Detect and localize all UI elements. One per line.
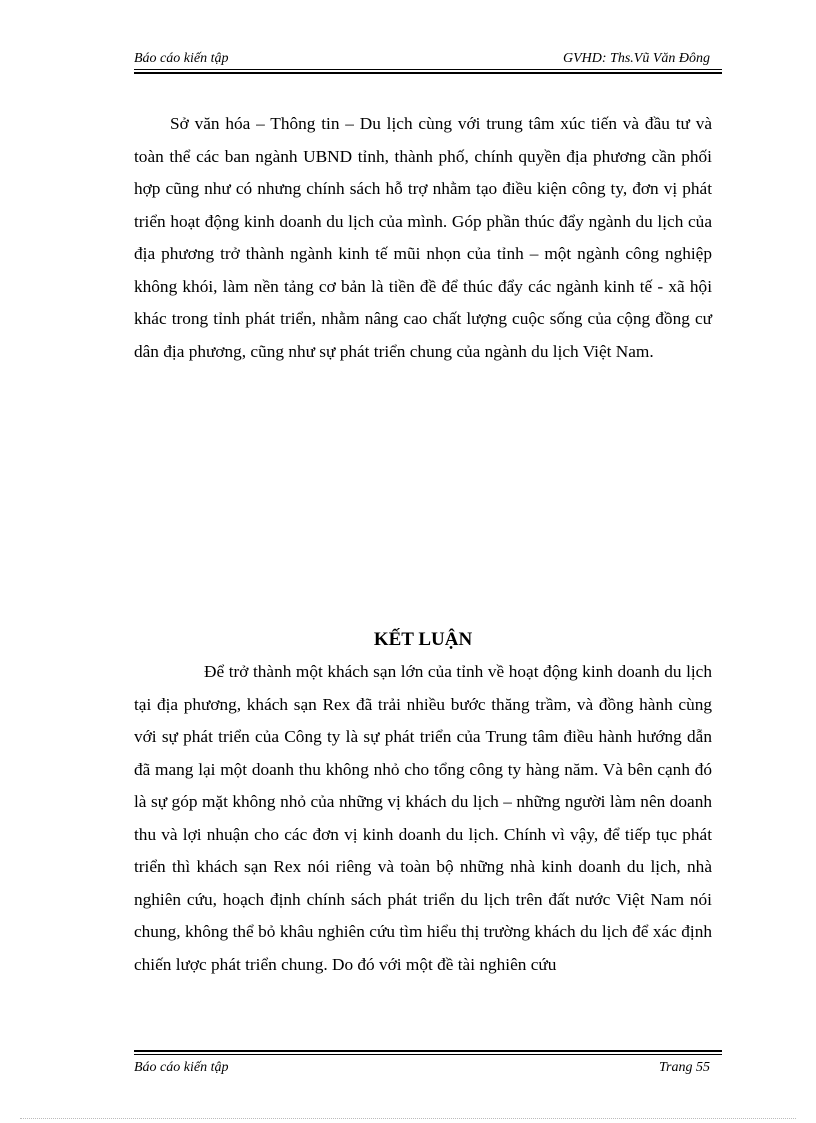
page-footer: [134, 1057, 722, 1079]
footer-rule-thick: [134, 1050, 722, 1052]
footer-rule: [134, 1054, 722, 1055]
footer-report-title: Báo cáo kiến tập: [134, 1060, 229, 1075]
header-rule: [134, 69, 722, 70]
page-edge-divider: [20, 1118, 796, 1119]
body-paragraph-1: Sở văn hóa – Thông tin – Du lịch cùng với trung tâm xúc tiến và đầu tư và toàn thể các ban ngành UBND tỉnh, thành phố, chính quyền địa phương cần phối hợp cũng như có nhưng chính sách hỗ trợ nhằm tạo điều kiện công ty, đơn vị phát triển hoạt động kinh doanh du lịch của mình. Góp phần thúc đẩy ngành du lịch của địa phương trở thành ngành kinh tế mũi nhọn của tỉnh – một ngành công nghiệp không khói, làm nền tảng cơ bản là tiền đề để thúc đẩy các ngành kinh tế - xã hội khác trong tỉnh phát triển, nhằm nâng cao chất lượng cuộc sống của cộng đồng cư dân địa phương, cũng như sự phát triển chung của ngành du lịch Việt Nam.: [134, 114, 712, 361]
section-title: KẾT LUẬN: [373, 629, 473, 650]
page-header: [134, 48, 722, 70]
page-number: Trang 55: [659, 1060, 710, 1075]
header-report-title: Báo cáo kiến tập: [134, 51, 229, 66]
header-advisor: GVHD: Ths.Vũ Văn Đông: [563, 51, 710, 66]
body-paragraph-2: Để trở thành một khách sạn lớn của tỉnh về hoạt động kinh doanh du lịch tại địa phương, khách sạn Rex đã trải nhiều bước thăng trầm, và đồng hành cùng với sự phát triển của Công ty là sự phát triển của Trung tâm điều hành hướng dẫn đã mang lại một doanh thu không nhỏ cho tổng công ty hàng năm. Và bên cạnh đó là sự góp mặt không nhỏ của những vị khách du lịch – những người làm nên doanh thu và lợi nhuận cho các đơn vị kinh doanh du lịch. Chính vì vậy, để tiếp tục phát triển thì khách sạn Rex nói riêng và toàn bộ những nhà kinh doanh du lịch, nhà nghiên cứu, hoạch định chính sách phát triển du lịch trên đất nước Việt Nam nói chung, không thể bỏ khâu nghiên cứu tìm hiểu thị trường khách du lịch để xác định chiến lược phát triển chung. Do đó với một đề tài nghiên cứu: [134, 662, 712, 974]
header-rule-thick: [134, 72, 722, 74]
